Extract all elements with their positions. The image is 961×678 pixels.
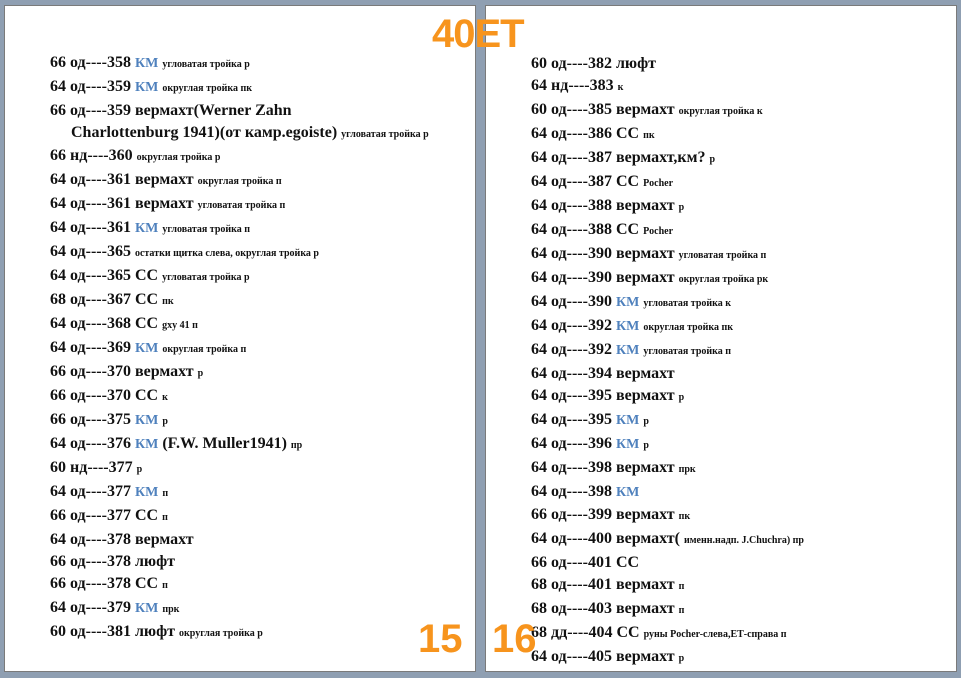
entry-km: КМ bbox=[134, 601, 159, 616]
entry-text: СС bbox=[615, 554, 640, 571]
entry-text: люфт bbox=[615, 55, 656, 72]
entry-code: 64 од----386 bbox=[531, 125, 612, 142]
list-item bbox=[531, 339, 941, 363]
list-item bbox=[531, 504, 941, 528]
entry-note: угловатая тройка р bbox=[162, 272, 250, 283]
entry-note: пк bbox=[162, 296, 174, 307]
entry-text: СС bbox=[134, 575, 159, 592]
entry-code: 66 од----401 bbox=[531, 554, 612, 571]
entry-text: вермахт bbox=[615, 269, 675, 286]
entry-note: п bbox=[678, 581, 685, 592]
list-item bbox=[531, 315, 941, 339]
entry-km: КМ bbox=[615, 319, 640, 334]
entry-note: р bbox=[162, 416, 168, 427]
entry-note: угловатая тройка р bbox=[341, 129, 429, 140]
entry-note: р bbox=[678, 392, 685, 403]
entry-code: 64 од----377 bbox=[50, 483, 131, 500]
entry-text: СС bbox=[134, 507, 159, 524]
list-item bbox=[50, 100, 460, 122]
list-item bbox=[531, 291, 941, 315]
list-item bbox=[50, 217, 460, 241]
list-item bbox=[50, 145, 460, 169]
entry-note: р bbox=[643, 416, 649, 427]
list-item bbox=[531, 528, 941, 552]
list-item bbox=[531, 267, 941, 291]
entry-note: gxy 41 п bbox=[162, 320, 198, 331]
list-item bbox=[50, 289, 460, 313]
entry-km: КМ bbox=[615, 485, 640, 500]
entry-note: п bbox=[162, 512, 168, 523]
entry-text: вермахт bbox=[615, 648, 675, 665]
page-number-left: 15 bbox=[418, 617, 463, 661]
entry-code: 64 од----398 bbox=[531, 459, 612, 476]
entry-code: 68 од----401 bbox=[531, 576, 612, 593]
entry-note: Pocher bbox=[643, 178, 674, 189]
entry-code: 64 од----387 bbox=[531, 173, 612, 190]
entry-km: КМ bbox=[134, 413, 159, 428]
entry-code: 64 од----396 bbox=[531, 435, 612, 452]
entry-code: 64 од----390 bbox=[531, 245, 612, 262]
entry-note: р bbox=[643, 440, 649, 451]
entry-code: 66 од----375 bbox=[50, 411, 131, 428]
entry-code: 64 од----368 bbox=[50, 315, 131, 332]
entry-text: вермахт bbox=[615, 101, 675, 118]
entry-text: вермахт bbox=[615, 197, 675, 214]
entry-code: 64 од----390 bbox=[531, 269, 612, 286]
entry-code: 64 од----387 bbox=[531, 149, 612, 166]
entry-code: 66 од----378 bbox=[50, 575, 131, 592]
entry-text: СС bbox=[134, 387, 159, 404]
entry-text: вермахт bbox=[134, 195, 194, 212]
entry-code: 64 од----392 bbox=[531, 341, 612, 358]
entry-note: прк bbox=[162, 604, 180, 615]
entry-code: 64 од----392 bbox=[531, 317, 612, 334]
entry-note: остатки щитка слева, округлая тройка р bbox=[134, 248, 319, 259]
entry-code: 64 од----379 bbox=[50, 599, 131, 616]
entry-text: Charlottenburg 1941)(от камр.egoiste) bbox=[71, 124, 338, 141]
entry-text: вермахт bbox=[134, 531, 194, 548]
entry-code: 64 од----400 bbox=[531, 530, 612, 547]
entry-code: 64 од----405 bbox=[531, 648, 612, 665]
entry-note: округлая тройка р bbox=[179, 628, 263, 639]
entry-code: 66 од----358 bbox=[50, 54, 131, 71]
list-item bbox=[50, 409, 460, 433]
entry-text: (F.W. Muller1941) bbox=[162, 435, 287, 452]
entry-note: п bbox=[678, 605, 685, 616]
list-item bbox=[531, 646, 941, 670]
entry-code: 64 од----361 bbox=[50, 219, 131, 236]
list-item bbox=[50, 457, 460, 481]
entry-note: угловатая тройка п bbox=[162, 224, 251, 235]
list-item bbox=[50, 573, 460, 597]
list-item bbox=[50, 361, 460, 385]
list-item bbox=[50, 621, 460, 645]
entry-km: КМ bbox=[615, 413, 640, 428]
entry-note: угловатая тройка к bbox=[643, 298, 732, 309]
entry-note: угловатая тройка п bbox=[197, 200, 286, 211]
entry-code: 66 од----370 bbox=[50, 387, 131, 404]
list-item bbox=[531, 598, 941, 622]
list-item bbox=[50, 122, 460, 145]
list-item bbox=[50, 337, 460, 361]
entry-text: вермахт bbox=[615, 506, 675, 523]
list-item bbox=[50, 597, 460, 621]
list-item bbox=[531, 99, 941, 123]
entry-note: округлая тройка пк bbox=[643, 322, 734, 333]
list-item bbox=[50, 529, 460, 551]
list-item bbox=[531, 433, 941, 457]
list-item bbox=[50, 481, 460, 505]
entry-km: КМ bbox=[134, 485, 159, 500]
entry-note: р bbox=[709, 154, 716, 165]
entry-code: 66 од----359 bbox=[50, 102, 131, 119]
entry-text: СС bbox=[134, 267, 159, 284]
entry-note: именн.надп. J.Chuchra) пр bbox=[683, 535, 804, 546]
entry-text: СС bbox=[615, 173, 640, 190]
entry-note: р bbox=[678, 653, 685, 664]
list-item bbox=[531, 363, 941, 385]
entry-note: Pocher bbox=[643, 226, 674, 237]
entry-note: пр bbox=[290, 440, 303, 451]
entry-km: КМ bbox=[134, 437, 159, 452]
entry-note: р bbox=[678, 202, 685, 213]
entry-text: вермахт(Werner Zahn bbox=[134, 102, 292, 119]
entry-code: 64 нд----383 bbox=[531, 77, 614, 94]
entry-code: 68 од----403 bbox=[531, 600, 612, 617]
entry-text: люфт bbox=[134, 553, 175, 570]
entry-text: вермахт bbox=[134, 363, 194, 380]
entry-note: округлая тройка р bbox=[136, 152, 221, 163]
list-item bbox=[531, 75, 941, 99]
list-item bbox=[531, 385, 941, 409]
entry-code: 64 од----388 bbox=[531, 221, 612, 238]
entry-text: вермахт,км? bbox=[615, 149, 706, 166]
entry-code: 66 од----370 bbox=[50, 363, 131, 380]
entry-note: округлая тройка п bbox=[162, 344, 247, 355]
list-item bbox=[531, 622, 941, 646]
entry-text: вермахт bbox=[615, 459, 675, 476]
entry-code: 66 од----378 bbox=[50, 553, 131, 570]
entry-text: вермахт bbox=[615, 576, 675, 593]
entry-text: вермахт bbox=[134, 171, 194, 188]
entry-text: СС bbox=[616, 624, 640, 641]
entry-code: 60 од----381 bbox=[50, 623, 131, 640]
right-page bbox=[485, 5, 957, 672]
list-item bbox=[531, 481, 941, 504]
entry-text: СС bbox=[615, 125, 640, 142]
entry-code: 64 од----359 bbox=[50, 78, 131, 95]
list-item bbox=[50, 313, 460, 337]
entry-km: КМ bbox=[615, 437, 640, 452]
list-item bbox=[531, 147, 941, 171]
entry-note: угловатая тройка р bbox=[162, 59, 250, 70]
entry-code: 66 од----377 bbox=[50, 507, 131, 524]
list-item bbox=[531, 53, 941, 75]
list-item bbox=[50, 551, 460, 573]
entry-note: к bbox=[617, 82, 624, 93]
entry-text: вермахт( bbox=[615, 530, 680, 547]
entry-note: к bbox=[162, 392, 168, 403]
list-item bbox=[50, 76, 460, 100]
list-item bbox=[50, 505, 460, 529]
entry-km: КМ bbox=[615, 295, 640, 310]
entry-km: КМ bbox=[615, 343, 640, 358]
entry-code: 60 нд----377 bbox=[50, 459, 133, 476]
entry-note: руны Pocher-слева,ЕТ-справа п bbox=[643, 629, 787, 640]
entry-code: 60 од----382 bbox=[531, 55, 612, 72]
entry-note: пк bbox=[678, 511, 691, 522]
list-item bbox=[50, 241, 460, 265]
entry-note: угловатая тройка п bbox=[643, 346, 732, 357]
entry-code: 64 од----395 bbox=[531, 387, 612, 404]
entry-code: 64 од----388 bbox=[531, 197, 612, 214]
entry-note: р bbox=[136, 464, 143, 475]
list-item bbox=[531, 171, 941, 195]
entry-note: п bbox=[162, 488, 169, 499]
list-item bbox=[531, 457, 941, 481]
entry-text: вермахт bbox=[615, 600, 675, 617]
entry-note: р bbox=[197, 368, 204, 379]
entry-code: 66 нд----360 bbox=[50, 147, 133, 164]
entry-code: 64 од----378 bbox=[50, 531, 131, 548]
page-number-right: 16 bbox=[492, 617, 537, 661]
left-page bbox=[4, 5, 476, 672]
entry-text: люфт bbox=[134, 623, 175, 640]
list-item bbox=[531, 243, 941, 267]
entry-text: СС bbox=[134, 291, 159, 308]
entry-code: 64 од----369 bbox=[50, 339, 131, 356]
entry-code: 64 од----365 bbox=[50, 267, 131, 284]
entry-code: 64 од----398 bbox=[531, 483, 612, 500]
entry-code: 64 од----390 bbox=[531, 293, 612, 310]
entry-text: вермахт bbox=[615, 365, 675, 382]
entry-text: СС bbox=[615, 221, 640, 238]
list-item bbox=[531, 195, 941, 219]
entry-km: КМ bbox=[134, 80, 159, 95]
entry-code: 64 од----395 bbox=[531, 411, 612, 428]
entry-text: вермахт bbox=[615, 245, 675, 262]
list-item bbox=[531, 219, 941, 243]
entry-code: 64 од----361 bbox=[50, 171, 131, 188]
entry-code: 68 од----367 bbox=[50, 291, 131, 308]
list-item bbox=[50, 52, 460, 76]
entry-text: вермахт bbox=[615, 387, 675, 404]
entry-note: п bbox=[162, 580, 168, 591]
list-item bbox=[531, 574, 941, 598]
list-item bbox=[50, 265, 460, 289]
entry-km: КМ bbox=[134, 56, 159, 71]
list-item bbox=[531, 409, 941, 433]
entry-list-left bbox=[50, 52, 460, 645]
entry-code: 60 од----385 bbox=[531, 101, 612, 118]
list-item bbox=[531, 552, 941, 574]
entry-code: 68 дд----404 bbox=[531, 624, 613, 641]
entry-code: 64 од----376 bbox=[50, 435, 131, 452]
entry-list-right bbox=[531, 53, 941, 670]
list-item bbox=[50, 385, 460, 409]
list-item bbox=[531, 123, 941, 147]
entry-note: округлая тройка к bbox=[678, 106, 763, 117]
list-item bbox=[50, 169, 460, 193]
entry-text: СС bbox=[134, 315, 159, 332]
list-item bbox=[50, 193, 460, 217]
entry-note: прк bbox=[678, 464, 696, 475]
entry-code: 64 од----394 bbox=[531, 365, 612, 382]
entry-km: КМ bbox=[134, 341, 159, 356]
entry-km: КМ bbox=[134, 221, 159, 236]
entry-note: округлая тройка пк bbox=[162, 83, 253, 94]
entry-note: округлая тройка п bbox=[197, 176, 282, 187]
entry-note: округлая тройка рк bbox=[678, 274, 769, 285]
page-title: 40ET bbox=[432, 12, 524, 56]
entry-code: 64 од----361 bbox=[50, 195, 131, 212]
entry-note: угловатая тройка п bbox=[678, 250, 767, 261]
entry-note: пк bbox=[643, 130, 655, 141]
entry-code: 66 од----399 bbox=[531, 506, 612, 523]
list-item bbox=[50, 433, 460, 457]
entry-code: 64 од----365 bbox=[50, 243, 131, 260]
